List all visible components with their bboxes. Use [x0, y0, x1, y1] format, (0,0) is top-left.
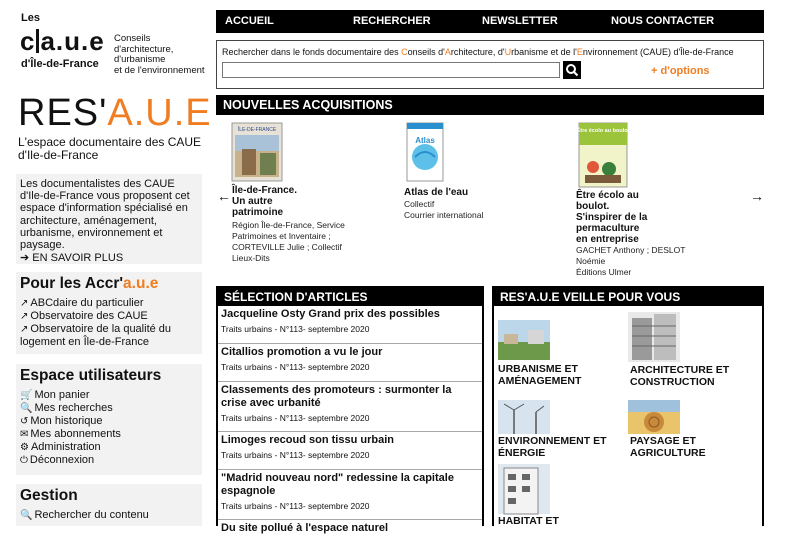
- theme-paysage[interactable]: [628, 400, 758, 465]
- plus-options-link[interactable]: + d'options: [651, 65, 710, 77]
- mon-historique-link[interactable]: ↺ Mon historique: [20, 415, 103, 427]
- power-icon: ⏻: [20, 455, 28, 466]
- nav-newsletter[interactable]: NEWSLETTER: [482, 15, 558, 27]
- carousel-next-arrow[interactable]: →: [750, 188, 764, 204]
- external-link-icon: ↗: [20, 311, 29, 322]
- accr-item-observatoire-logement[interactable]: ↗ Observatoire de la qualité du logement en Île-de-France: [20, 323, 172, 348]
- intro-text: Les documentalistes des CAUE d'Ile-de-France vous proposent cet espace d'information spécialisé en architecture, aménagement, urbanisme, environnement et paysage.: [20, 178, 190, 252]
- theme-label[interactable]: ENVIRONNEMENT ET ÉNERGIE: [498, 435, 607, 459]
- theme-image-architecture: [628, 312, 680, 362]
- theme-environnement[interactable]: [498, 400, 623, 465]
- administration-link[interactable]: ⚙ Administration: [20, 441, 101, 453]
- accr-title: Pour les Accr'a.u.e: [20, 275, 159, 292]
- article-title[interactable]: Du site pollué à l'espace naturel: [221, 522, 389, 534]
- theme-urbanisme[interactable]: [498, 320, 623, 390]
- search-box: [216, 40, 764, 89]
- logo-caue: c a.u.e: [20, 26, 105, 56]
- book-title[interactable]: Être écolo au boulot. S'inspirer de la permaculture en entreprise: [576, 190, 648, 245]
- articles-panel: [216, 286, 484, 534]
- article-title[interactable]: Classements des promoteurs : surmonter la crise avec urbanité: [221, 384, 452, 409]
- svg-text:Atlas: Atlas: [415, 136, 435, 145]
- theme-architecture[interactable]: [628, 312, 758, 397]
- carousel-prev-arrow[interactable]: ←: [217, 188, 231, 204]
- brand-subtitle: L'espace documentaire des CAUE d'Ile-de-France: [18, 135, 202, 162]
- article-item[interactable]: [218, 472, 482, 520]
- nouvelles-acquisitions-header: NOUVELLES ACQUISITIONS: [216, 95, 764, 115]
- mes-abonnements-link[interactable]: ✉ Mes abonnements: [20, 428, 121, 440]
- article-meta: Traits urbains - N°113- septembre 2020: [221, 450, 370, 460]
- search-icon: [563, 61, 581, 79]
- logo-description: Conseils d'architecture, d'urbanisme et de l'environnement: [114, 33, 205, 76]
- theme-label[interactable]: URBANISME ET AMÉNAGEMENT: [498, 363, 582, 387]
- arrow-right-icon: ➔: [20, 252, 30, 265]
- accr-item-abcdaire[interactable]: ↗ ABCdaire du particulier: [20, 297, 144, 309]
- espace-utilisateurs-block: [16, 364, 202, 475]
- article-meta: Traits urbains - N°113- septembre 2020: [221, 413, 370, 423]
- rechercher-contenu-link[interactable]: 🔍 Rechercher du contenu: [20, 509, 149, 521]
- caue-logo[interactable]: [18, 12, 208, 76]
- article-title[interactable]: Citallios promotion a vu le jour: [221, 346, 383, 358]
- search-button[interactable]: [563, 61, 581, 79]
- accr-item-observatoire-caue[interactable]: ↗ Observatoire des CAUE: [20, 310, 148, 322]
- mes-recherches-link[interactable]: 🔍 Mes recherches: [20, 402, 113, 414]
- theme-image-environnement: [498, 400, 550, 434]
- article-meta: Traits urbains - N°113- septembre 2020: [221, 362, 370, 372]
- search-icon: 🔍: [20, 510, 33, 521]
- deconnexion-link[interactable]: ⏻ Déconnexion: [20, 454, 95, 466]
- article-item[interactable]: [218, 522, 482, 542]
- article-item[interactable]: [218, 434, 482, 470]
- book-meta: Région Île-de-France, Service Patrimoines et Inventaire ; CORTEVILLE Julie ; Collectif Lieux-Dits: [232, 220, 345, 263]
- article-title[interactable]: "Madrid nouveau nord" redessine la capitale espagnole: [221, 472, 454, 497]
- gestion-block: [16, 484, 202, 526]
- article-title[interactable]: Jacqueline Osty Grand prix des possibles: [221, 308, 440, 320]
- envelope-icon: ✉: [20, 429, 29, 440]
- book-card[interactable]: [404, 123, 524, 233]
- book-title[interactable]: Atlas de l'eau: [404, 187, 469, 198]
- article-item[interactable]: [218, 346, 482, 382]
- article-item[interactable]: [218, 308, 482, 344]
- theme-habitat[interactable]: [498, 464, 623, 528]
- theme-label[interactable]: PAYSAGE ET AGRICULTURE: [630, 435, 706, 459]
- cart-icon: 🛒: [20, 390, 33, 401]
- external-link-icon: ↗: [20, 324, 29, 335]
- en-savoir-plus-link[interactable]: ➔ EN SAVOIR PLUS: [20, 252, 124, 265]
- theme-label[interactable]: ARCHITECTURE ET CONSTRUCTION: [630, 364, 730, 388]
- gear-icon: ⚙: [20, 442, 29, 453]
- book-cover-idf[interactable]: [232, 123, 282, 181]
- accr-block: [16, 272, 202, 354]
- search-icon: 🔍: [20, 403, 33, 414]
- svg-text:Être écolo au boulot: Être écolo au boulot: [576, 128, 630, 134]
- article-title[interactable]: Limoges recoud son tissu urbain: [221, 434, 394, 446]
- main-nav: [216, 10, 764, 33]
- left-column: [0, 0, 210, 526]
- article-item[interactable]: [218, 384, 482, 432]
- theme-label[interactable]: HABITAT ET: [498, 515, 559, 527]
- history-icon: ↺: [20, 416, 29, 427]
- external-link-icon: ↗: [20, 298, 29, 309]
- article-meta: Traits urbains - N°113- septembre 2020: [221, 324, 370, 334]
- nav-rechercher[interactable]: RECHERCHER: [353, 15, 431, 27]
- article-meta: Traits urbains - N°113- septembre 2020: [221, 501, 370, 511]
- mon-panier-link[interactable]: 🛒 Mon panier: [20, 389, 90, 401]
- book-title[interactable]: Île-de-France. Un autre patrimoine: [232, 185, 298, 218]
- articles-header: SÉLECTION D'ARTICLES: [218, 288, 482, 306]
- espace-title: Espace utilisateurs: [20, 367, 162, 384]
- book-cover-ecolo[interactable]: [576, 123, 630, 187]
- intro-box: [16, 174, 202, 264]
- book-meta: Collectif Courrier international: [404, 199, 484, 220]
- logo-idf: d'Île-de-France: [21, 58, 99, 70]
- veille-panel: [492, 286, 764, 526]
- book-card[interactable]: [232, 123, 352, 273]
- search-input[interactable]: [222, 62, 560, 78]
- search-label: Rechercher dans le fonds documentaire des Conseils d'Architecture, d'Urbanisme et de l'Environnement (CAUE) d'Île-de-France: [222, 47, 734, 57]
- theme-image-urbanisme: [498, 320, 550, 360]
- book-card[interactable]: [576, 123, 696, 278]
- book-cover-atlas[interactable]: [407, 123, 443, 181]
- nav-nous-contacter[interactable]: NOUS CONTACTER: [611, 15, 715, 27]
- book-meta: GACHET Anthony ; DESLOT Noémie Éditions Ulmer: [576, 245, 686, 277]
- nav-accueil[interactable]: ACCUEIL: [225, 15, 274, 27]
- resaue-brand[interactable]: RES'A.U.E: [18, 92, 212, 134]
- theme-image-habitat: [498, 464, 550, 514]
- theme-image-paysage: [628, 400, 680, 434]
- gestion-title: Gestion: [20, 487, 78, 504]
- logo-les: Les: [21, 12, 40, 24]
- veille-header: RES'A.U.E VEILLE POUR VOUS: [494, 288, 762, 306]
- svg-text:ÎLE-DE-FRANCE: ÎLE-DE-FRANCE: [237, 127, 277, 133]
